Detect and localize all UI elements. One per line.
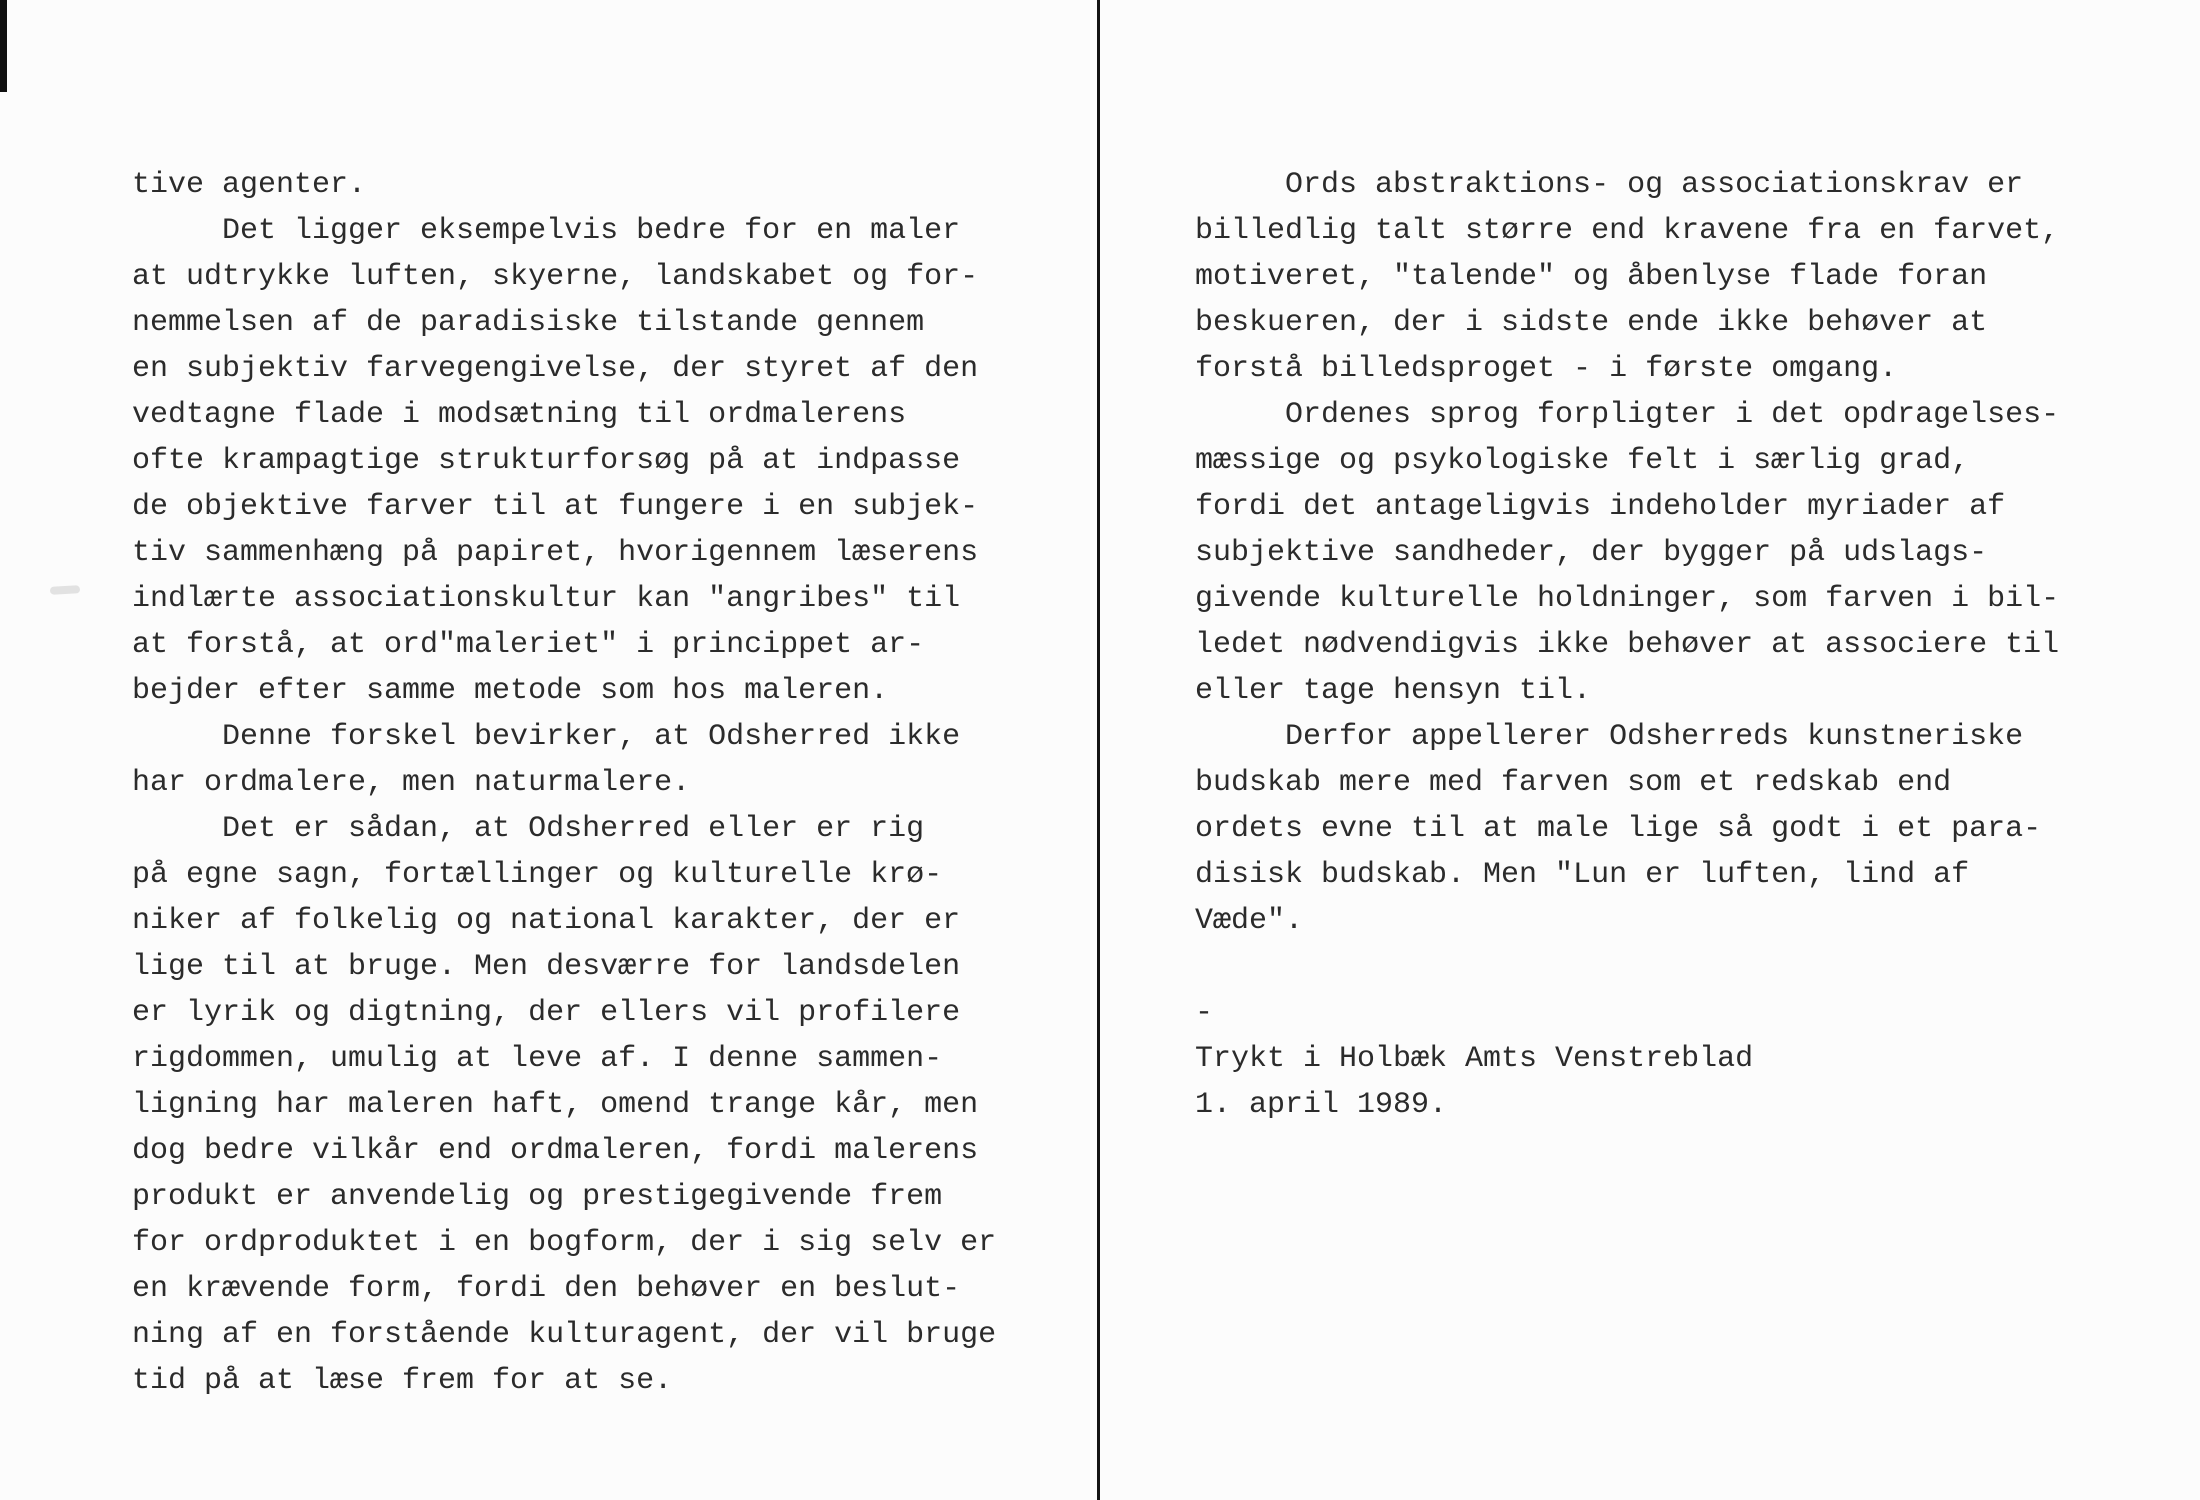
scan-smudge-artifact [50,585,80,595]
right-page-text [1195,162,2155,1128]
text-line: dog bedre vilkår end ordmaleren, fordi malerens [132,1134,979,1168]
text-line: tid på at læse frem for at se. [132,1364,673,1398]
text-line: mæssige og psykologiske felt i særlig grad, [1195,444,1970,478]
text-line: ligning har maleren haft, omend trange kår, men [132,1088,979,1122]
text-line: Ordenes sprog forpligter i det opdragelses- [1195,398,2060,432]
left-page-text [132,162,1092,1404]
text-line: Derfor appellerer Odsherreds kunstneriske [1195,720,2024,754]
text-line: niker af folkelig og national karakter, der er [132,904,961,938]
text-line: at udtrykke luften, skyerne, landskabet og for- [132,260,979,294]
text-line: budskab mere med farven som et redskab end [1195,766,1952,800]
text-line: de objektive farver til at fungere i en subjek- [132,490,979,524]
text-line: at forstå, at ord"maleriet" i princippet ar- [132,628,925,662]
text-line: en subjektiv farvegengivelse, der styret af den [132,352,979,386]
text-line: forstå billedsproget - i første omgang. [1195,352,1898,386]
text-line: ning af en forstående kulturagent, der vil bruge [132,1318,997,1352]
text-line: motiveret, "talende" og åbenlyse flade foran [1195,260,1988,294]
text-line: 1. april 1989. [1195,1088,1448,1122]
text-line: fordi det antageligvis indeholder myriader af [1195,490,2006,524]
text-line: på egne sagn, fortællinger og kulturelle krø- [132,858,943,892]
text-line: vedtagne flade i modsætning til ordmalerens [132,398,907,432]
text-line: tiv sammenhæng på papiret, hvorigennem læserens [132,536,979,570]
text-line: eller tage hensyn til. [1195,674,1592,708]
text-line: subjektive sandheder, der bygger på udslags- [1195,536,1988,570]
text-line: rigdommen, umulig at leve af. I denne sammen- [132,1042,943,1076]
text-line [1195,944,2155,990]
page-divider [1097,0,1100,1500]
text-line: for ordproduktet i en bogform, der i sig selv er [132,1226,997,1260]
scan-edge-artifact [0,0,7,92]
text-line: Det ligger eksempelvis bedre for en maler [132,214,961,248]
text-line: beskueren, der i sidste ende ikke behøver at [1195,306,1988,340]
text-line: ofte krampagtige strukturforsøg på at indpasse [132,444,961,478]
text-line: produkt er anvendelig og prestigegivende frem [132,1180,943,1214]
text-line: ledet nødvendigvis ikke behøver at associere til [1195,628,2060,662]
text-line: nemmelsen af de paradisiske tilstande gennem [132,306,925,340]
text-line: er lyrik og digtning, der ellers vil profilere [132,996,961,1030]
text-line: en krævende form, fordi den behøver en beslut- [132,1272,961,1306]
text-line: lige til at bruge. Men desværre for landsdelen [132,950,961,984]
text-line: tive agenter. [132,168,367,202]
text-line: indlærte associationskultur kan "angribes" til [132,582,961,616]
text-line: Væde". [1195,904,1304,938]
text-line: ordets evne til at male lige så godt i et para- [1195,812,2042,846]
text-line: bejder efter samme metode som hos maleren. [132,674,889,708]
text-line: har ordmalere, men naturmalere. [132,766,691,800]
text-line: Ords abstraktions- og associationskrav er [1195,168,2024,202]
text-line: - [1195,996,1214,1030]
text-line: Denne forskel bevirker, at Odsherred ikke [132,720,961,754]
text-line: givende kulturelle holdninger, som farven i bil- [1195,582,2060,616]
text-line: Trykt i Holbæk Amts Venstreblad [1195,1042,1754,1076]
text-line: Det er sådan, at Odsherred eller er rig [132,812,925,846]
text-line: disisk budskab. Men "Lun er luften, lind af [1195,858,1970,892]
text-line: billedlig talt større end kravene fra en farvet, [1195,214,2060,248]
